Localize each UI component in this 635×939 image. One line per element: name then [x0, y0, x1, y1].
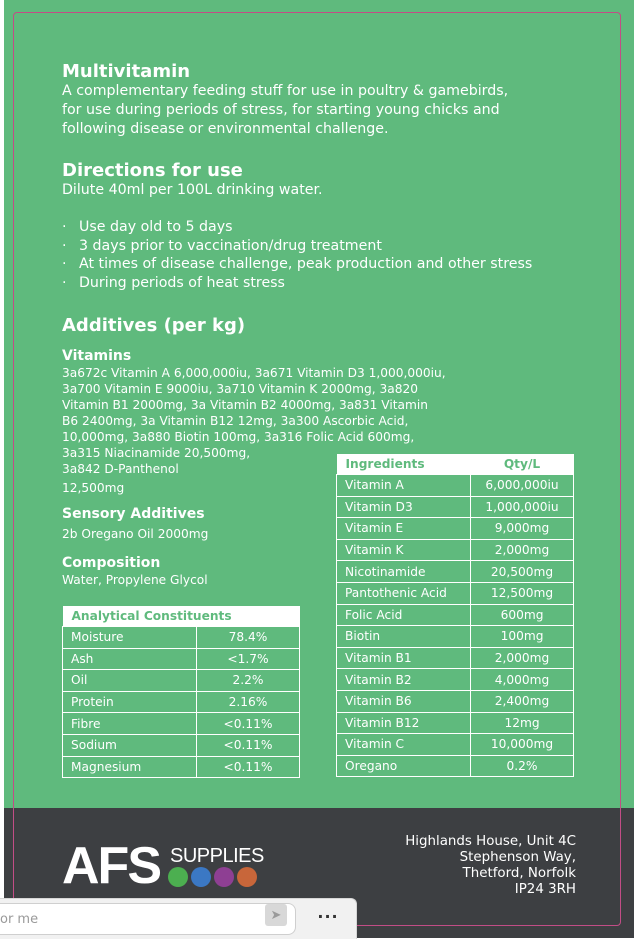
sensory-title: Sensory Additives — [62, 506, 205, 522]
constituent-value: <0.11% — [197, 734, 300, 756]
table-row — [337, 626, 574, 648]
ingredient-qty: 12mg — [471, 712, 574, 734]
logo-icon-row — [168, 867, 257, 887]
table-row — [337, 496, 574, 518]
vitamins-line: 12,500mg — [62, 481, 125, 495]
table-row — [337, 582, 574, 604]
ingredient-qty: 4,000mg — [471, 669, 574, 691]
vitamins-line: Vitamin B1 2000mg, 3a Vitamin B2 4000mg, 3a831 Vitamin — [62, 398, 428, 412]
product-description — [62, 82, 508, 139]
ingredient-name: Vitamin A — [337, 475, 471, 497]
ingredient-qty: 100mg — [471, 626, 574, 648]
analytical-table — [62, 606, 300, 778]
table-row — [337, 712, 574, 734]
logo-sub-text: SUPPLIES — [170, 845, 264, 867]
description-line: following disease or environmental challenge. — [62, 121, 389, 137]
ingredient-qty: 1,000,000iu — [471, 496, 574, 518]
ingredient-name: Biotin — [337, 626, 471, 648]
directions-item: · 3 days prior to vaccination/drug treatment — [62, 237, 532, 256]
constituent-value: <0.11% — [197, 756, 300, 778]
analytical-header: Analytical Constituents — [63, 606, 300, 627]
company-address — [405, 834, 576, 898]
table-row — [63, 713, 300, 735]
description-line: for use during periods of stress, for starting young chicks and — [62, 102, 500, 118]
vitamins-line: 3a315 Niacinamide 20,500mg, — [62, 446, 251, 460]
directions-text: Dilute 40ml per 100L drinking water. — [62, 182, 323, 198]
chicken-icon — [214, 867, 234, 887]
ingredient-name: Vitamin K — [337, 539, 471, 561]
table-header-row — [63, 606, 300, 627]
vitamins-line: 3a842 D-Panthenol — [62, 462, 179, 476]
ingredient-name: Vitamin E — [337, 518, 471, 540]
directions-item: · At times of disease challenge, peak production and other stress — [62, 255, 532, 274]
table-row — [337, 690, 574, 712]
chat-input[interactable] — [0, 903, 296, 935]
table-row — [337, 755, 574, 777]
constituent-name: Moisture — [63, 627, 197, 649]
constituent-value: 2.2% — [197, 670, 300, 692]
ingredient-qty: 2,000mg — [471, 647, 574, 669]
chat-placeholder: or me — [0, 912, 39, 927]
address-line: Highlands House, Unit 4C — [405, 834, 576, 849]
sensory-text: 2b Oregano Oil 2000mg — [62, 527, 209, 541]
ingredients-header: Ingredients — [337, 454, 471, 475]
tractor-icon — [168, 867, 188, 887]
vitamins-line: 10,000mg, 3a880 Biotin 100mg, 3a316 Folic Acid 600mg, — [62, 430, 415, 444]
ingredient-name: Nicotinamide — [337, 561, 471, 583]
pig-icon — [237, 867, 257, 887]
constituent-value: <1.7% — [197, 648, 300, 670]
ingredient-qty: 2,400mg — [471, 690, 574, 712]
ingredient-qty: 2,000mg — [471, 539, 574, 561]
ingredient-qty: 0.2% — [471, 755, 574, 777]
ingredient-name: Pantothenic Acid — [337, 582, 471, 604]
ingredient-qty: 9,000mg — [471, 518, 574, 540]
send-button[interactable] — [265, 904, 287, 926]
constituent-name: Protein — [63, 691, 197, 713]
constituent-value: <0.11% — [197, 713, 300, 735]
table-header-row — [337, 454, 574, 475]
description-line: A complementary feeding stuff for use in poultry & gamebirds, — [62, 83, 509, 99]
table-row — [63, 691, 300, 713]
table-row — [337, 475, 574, 497]
table-row — [337, 734, 574, 756]
ingredient-name: Folic Acid — [337, 604, 471, 626]
table-row — [63, 670, 300, 692]
horse-icon — [191, 867, 211, 887]
ingredient-qty: 12,500mg — [471, 582, 574, 604]
constituent-value: 2.16% — [197, 691, 300, 713]
directions-title: Directions for use — [62, 160, 243, 181]
ingredient-qty: 600mg — [471, 604, 574, 626]
composition-title: Composition — [62, 555, 161, 571]
constituent-name: Ash — [63, 648, 197, 670]
table-row — [337, 669, 574, 691]
ingredient-qty: 20,500mg — [471, 561, 574, 583]
ingredients-table — [336, 454, 574, 777]
composition-text: Water, Propylene Glycol — [62, 573, 208, 587]
table-row — [63, 627, 300, 649]
ingredient-qty: 10,000mg — [471, 734, 574, 756]
additives-title: Additives (per kg) — [62, 315, 246, 336]
address-line: Stephenson Way, — [459, 850, 576, 865]
table-row — [337, 647, 574, 669]
ingredient-qty: 6,000,000iu — [471, 475, 574, 497]
vitamins-line: B6 2400mg, 3a Vitamin B12 12mg, 3a300 Ascorbic Acid, — [62, 414, 409, 428]
table-row — [337, 539, 574, 561]
table-row — [63, 756, 300, 778]
table-row — [337, 561, 574, 583]
ingredient-name: Vitamin C — [337, 734, 471, 756]
table-row — [63, 648, 300, 670]
address-line: Thetford, Norfolk — [462, 866, 576, 881]
ingredient-name: Vitamin B1 — [337, 647, 471, 669]
table-row — [337, 604, 574, 626]
vitamins-title: Vitamins — [62, 348, 132, 364]
ingredient-name: Vitamin D3 — [337, 496, 471, 518]
constituent-name: Oil — [63, 670, 197, 692]
ingredient-name: Vitamin B12 — [337, 712, 471, 734]
ingredient-name: Vitamin B6 — [337, 690, 471, 712]
constituent-name: Sodium — [63, 734, 197, 756]
directions-item: · Use day old to 5 days — [62, 218, 532, 237]
constituent-name: Magnesium — [63, 756, 197, 778]
send-icon: ➤ — [270, 907, 282, 923]
product-title: Multivitamin — [62, 61, 191, 82]
constituent-value: 78.4% — [197, 627, 300, 649]
vitamins-line: 3a700 Vitamin E 9000iu, 3a710 Vitamin K 2000mg, 3a820 — [62, 382, 419, 396]
ingredient-name: Vitamin B2 — [337, 669, 471, 691]
chat-bar — [0, 898, 357, 939]
table-row — [337, 518, 574, 540]
address-line: IP24 3RH — [514, 882, 576, 897]
more-options-button[interactable]: ··· — [317, 907, 339, 926]
constituent-name: Fibre — [63, 713, 197, 735]
table-row — [63, 734, 300, 756]
logo-main-text: AFS — [62, 837, 160, 895]
directions-list — [62, 218, 532, 292]
vitamins-line: 3a672c Vitamin A 6,000,000iu, 3a671 Vitamin D3 1,000,000iu, — [62, 366, 446, 380]
ingredient-name: Oregano — [337, 755, 471, 777]
qty-header: Qty/L — [471, 454, 574, 475]
directions-item: · During periods of heat stress — [62, 274, 532, 293]
